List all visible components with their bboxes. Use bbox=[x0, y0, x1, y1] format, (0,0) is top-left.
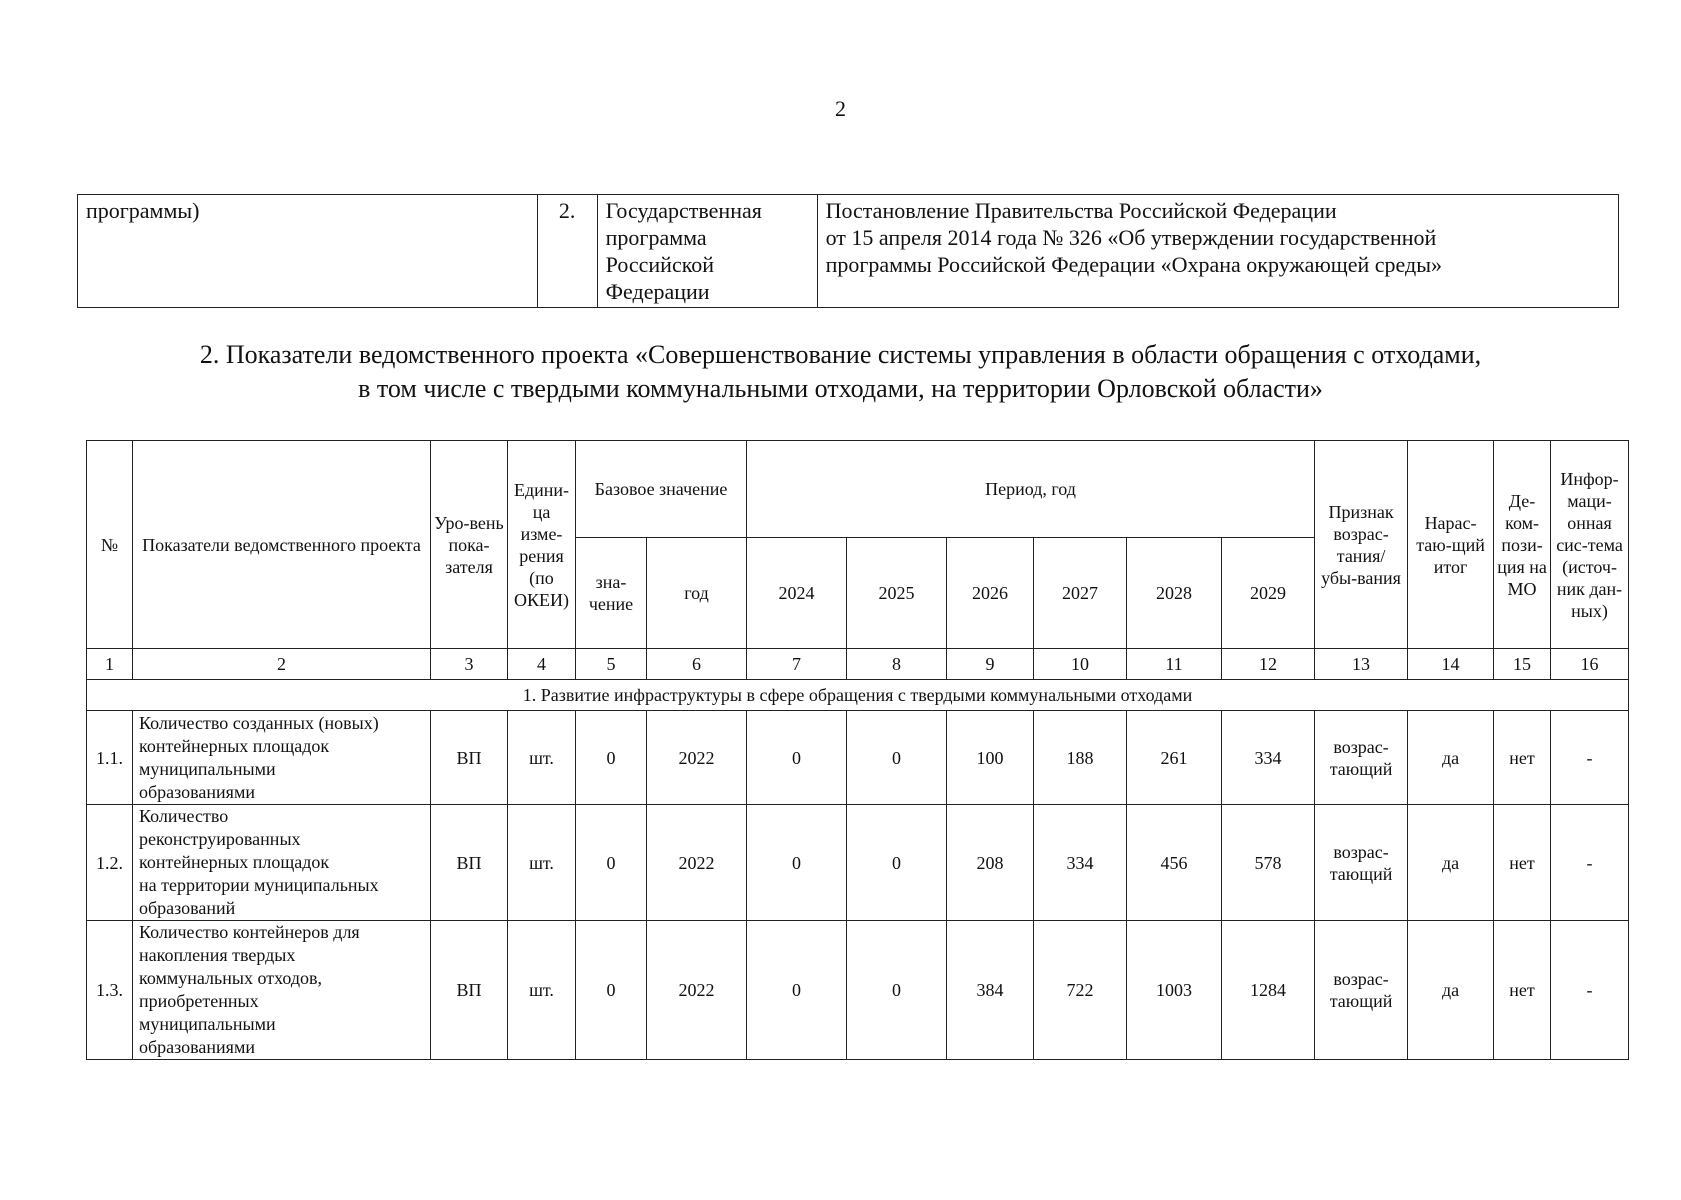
header-year-2025: 2025 bbox=[847, 538, 947, 649]
row-unit: шт. bbox=[508, 805, 576, 921]
row-base-value: 0 bbox=[576, 805, 647, 921]
header-period: Период, год bbox=[747, 441, 1315, 538]
row-unit: шт. bbox=[508, 711, 576, 805]
column-number: 8 bbox=[847, 649, 947, 680]
header-indicator: Показатели ведомственного проекта bbox=[133, 441, 431, 649]
row-info-system: - bbox=[1551, 805, 1629, 921]
row-cumulative: да bbox=[1408, 921, 1494, 1060]
header-level: Уро-вень пока-зателя bbox=[431, 441, 508, 649]
program-type-line: программа bbox=[605, 225, 707, 250]
row-value-2029: 1284 bbox=[1222, 921, 1315, 1060]
column-number: 14 bbox=[1408, 649, 1494, 680]
column-numbers-row bbox=[87, 649, 1629, 680]
row-indicator-line: муниципальными bbox=[139, 758, 276, 779]
header-unit: Едини-ца изме-рения (по ОКЕИ) bbox=[508, 441, 576, 649]
row-indicator-line: образованиями bbox=[139, 781, 255, 802]
row-value-2027: 722 bbox=[1034, 921, 1127, 1060]
row-indicator-line: Количество bbox=[139, 806, 229, 826]
table-row bbox=[87, 921, 1629, 1060]
column-number: 1 bbox=[87, 649, 133, 680]
section-title-line: 2. Показатели ведомственного проекта «Совершенствование системы управления в области обращения с отходами, bbox=[199, 340, 1482, 369]
row-num: 1.1. bbox=[87, 711, 133, 805]
column-number: 15 bbox=[1494, 649, 1551, 680]
table-row bbox=[87, 805, 1629, 921]
program-description-line: программы Российской Федерации «Охрана окружающей среды» bbox=[825, 252, 1442, 277]
column-number: 16 bbox=[1551, 649, 1629, 680]
row-indicator-name bbox=[133, 921, 431, 1060]
program-table bbox=[77, 194, 1619, 308]
program-type bbox=[597, 195, 817, 308]
header-base-value: зна-чение bbox=[576, 538, 647, 649]
row-level: ВП bbox=[431, 711, 508, 805]
row-decomposition: нет bbox=[1494, 805, 1551, 921]
section-heading: 1. Развитие инфраструктуры в сфере обращения с твердыми коммунальными отходами bbox=[87, 680, 1629, 711]
column-number: 12 bbox=[1222, 649, 1315, 680]
row-value-2029: 578 bbox=[1222, 805, 1315, 921]
row-base-year: 2022 bbox=[647, 921, 747, 1060]
row-indicator-line: муниципальными bbox=[139, 1014, 276, 1034]
program-type-line: Федерации bbox=[605, 279, 710, 304]
row-decomposition: нет bbox=[1494, 711, 1551, 805]
row-value-2028: 456 bbox=[1127, 805, 1222, 921]
row-trend: возрас-тающий bbox=[1315, 921, 1408, 1060]
row-unit: шт. bbox=[508, 921, 576, 1060]
row-decomposition: нет bbox=[1494, 921, 1551, 1060]
header-cumulative: Нарас-таю-щий итог bbox=[1408, 441, 1494, 649]
column-number: 9 bbox=[947, 649, 1034, 680]
row-base-value: 0 bbox=[576, 921, 647, 1060]
header-year-2026: 2026 bbox=[947, 538, 1034, 649]
row-indicator-line: образованиями bbox=[139, 1037, 255, 1057]
header-base-year: год bbox=[647, 538, 747, 649]
header-year-2024: 2024 bbox=[747, 538, 847, 649]
row-base-year: 2022 bbox=[647, 711, 747, 805]
row-value-2028: 1003 bbox=[1127, 921, 1222, 1060]
row-value-2029: 334 bbox=[1222, 711, 1315, 805]
row-value-2028: 261 bbox=[1127, 711, 1222, 805]
column-number: 4 bbox=[508, 649, 576, 680]
row-base-year: 2022 bbox=[647, 805, 747, 921]
row-info-system: - bbox=[1551, 921, 1629, 1060]
row-value-2027: 188 bbox=[1034, 711, 1127, 805]
row-indicator-line: накопления твердых bbox=[139, 945, 296, 965]
row-indicator-line: Количество контейнеров для bbox=[139, 922, 360, 942]
row-trend: возрас-тающий bbox=[1315, 711, 1408, 805]
table-row bbox=[87, 711, 1629, 805]
row-value-2024: 0 bbox=[747, 711, 847, 805]
row-indicator-line: на территории муниципальных bbox=[139, 875, 379, 895]
row-cumulative: да bbox=[1408, 711, 1494, 805]
column-number: 5 bbox=[576, 649, 647, 680]
column-number: 6 bbox=[647, 649, 747, 680]
header-num: № bbox=[87, 441, 133, 649]
column-number: 10 bbox=[1034, 649, 1127, 680]
program-cell-left: программы) bbox=[78, 195, 538, 308]
header-base: Базовое значение bbox=[576, 441, 747, 538]
column-number: 11 bbox=[1127, 649, 1222, 680]
header-year-2027: 2027 bbox=[1034, 538, 1127, 649]
row-indicator-line: коммунальных отходов, bbox=[139, 968, 323, 988]
row-value-2025: 0 bbox=[847, 805, 947, 921]
row-cumulative: да bbox=[1408, 805, 1494, 921]
row-num: 1.3. bbox=[87, 921, 133, 1060]
row-value-2026: 384 bbox=[947, 921, 1034, 1060]
indicators-table bbox=[86, 440, 1629, 1060]
section-title-line: в том числе с твердыми коммунальными отходами, на территории Орловской области» bbox=[358, 374, 1323, 403]
row-value-2024: 0 bbox=[747, 921, 847, 1060]
header-year-2028: 2028 bbox=[1127, 538, 1222, 649]
section-title bbox=[0, 338, 1681, 406]
header-decomposition: Де-ком-пози-ция на МО bbox=[1494, 441, 1551, 649]
program-type-line: Российской bbox=[605, 252, 715, 277]
column-number: 13 bbox=[1315, 649, 1408, 680]
row-indicator-name bbox=[133, 805, 431, 921]
page-number: 2 bbox=[835, 96, 846, 121]
row-num: 1.2. bbox=[87, 805, 133, 921]
row-base-value: 0 bbox=[576, 711, 647, 805]
row-level: ВП bbox=[431, 805, 508, 921]
row-indicator-line: контейнерных площадок bbox=[139, 735, 330, 756]
row-info-system: - bbox=[1551, 711, 1629, 805]
row-value-2026: 100 bbox=[947, 711, 1034, 805]
row-value-2025: 0 bbox=[847, 711, 947, 805]
row-value-2024: 0 bbox=[747, 805, 847, 921]
row-value-2025: 0 bbox=[847, 921, 947, 1060]
column-number: 3 bbox=[431, 649, 508, 680]
program-description bbox=[817, 195, 1618, 308]
row-indicator-line: контейнерных площадок bbox=[139, 852, 330, 872]
header-year-2029: 2029 bbox=[1222, 538, 1315, 649]
row-indicator-line: приобретенных bbox=[139, 991, 259, 1011]
row-indicator-line: реконструированных bbox=[139, 829, 301, 849]
row-indicator-line: Количество созданных (новых) bbox=[139, 712, 379, 733]
row-indicator-name bbox=[133, 711, 431, 805]
header-info-system: Инфор-маци-онная сис-тема (источ-ник дан-ных) bbox=[1551, 441, 1629, 649]
row-indicator-line: образований bbox=[139, 898, 236, 918]
row-value-2027: 334 bbox=[1034, 805, 1127, 921]
header-trend: Признак возрас-тания/ убы-вания bbox=[1315, 441, 1408, 649]
row-trend: возрас-тающий bbox=[1315, 805, 1408, 921]
program-description-line: от 15 апреля 2014 года № 326 «Об утверждении государственной bbox=[825, 225, 1437, 250]
program-cell-num: 2. bbox=[537, 195, 597, 308]
column-number: 2 bbox=[133, 649, 431, 680]
section-row bbox=[87, 680, 1629, 711]
row-level: ВП bbox=[431, 921, 508, 1060]
row-value-2026: 208 bbox=[947, 805, 1034, 921]
program-type-line: Государственная bbox=[605, 198, 762, 223]
program-description-line: Постановление Правительства Российской Федерации bbox=[825, 198, 1337, 223]
column-number: 7 bbox=[747, 649, 847, 680]
